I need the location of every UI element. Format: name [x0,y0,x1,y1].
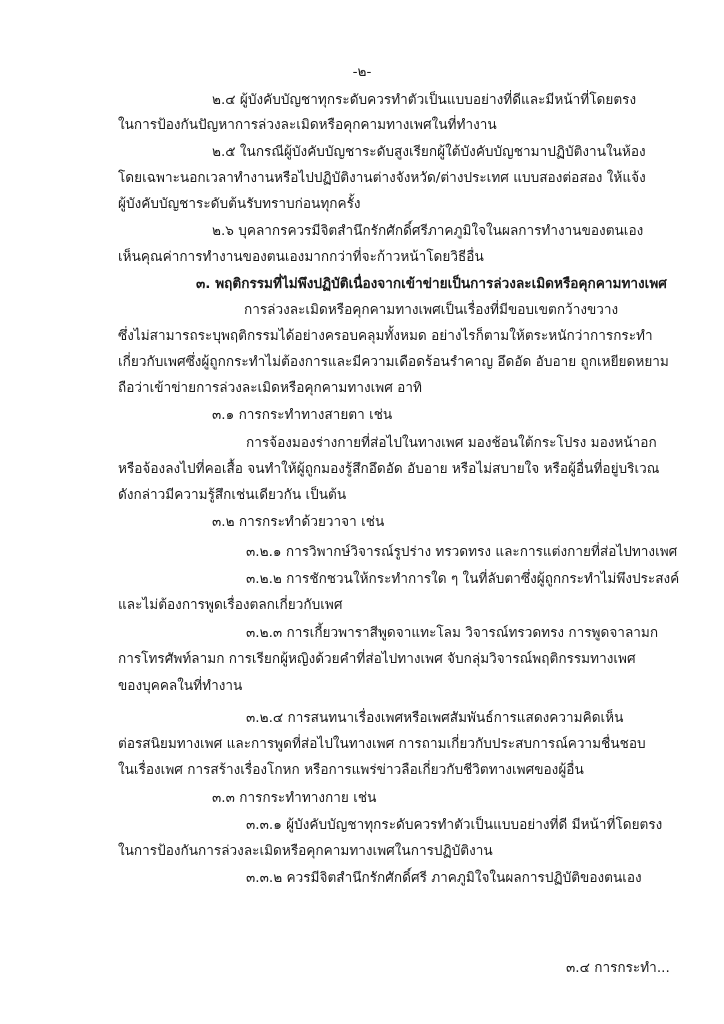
paragraph-line: ในเรื่องเพศ การสร้างเรื่องโกหก หรือการแพร่ข่าวลือเกี่ยวกับชีวิตทางเพศของผู้อื่น [118,762,584,778]
paragraph-line: ในการป้องกันปัญหาการล่วงละเมิดหรือคุกคามทางเพศในที่ทำงาน [118,117,497,133]
paragraph-line: การล่วงละเมิดหรือคุกคามทางเพศเป็นเรื่องที่มีขอบเขตกว้างขวาง [244,302,619,318]
paragraph-line: และไม่ต้องการพูดเรื่องตลกเกี่ยวกับเพศ [118,597,343,613]
continuation-note: ๓.๔ การกระทำ... [566,960,670,976]
paragraph-line: การโทรศัพท์ลามก การเรียกผู้หญิงด้วยคำที่ส่อไปทางเพศ จับกลุ่มวิจารณ์พฤติกรรมทางเพศ [118,651,636,667]
paragraph-line: ผู้บังคับบัญชาระดับต้นรับทราบก่อนทุกครั้ง [118,196,361,212]
paragraph-line: ต่อรสนิยมทางเพศ และการพูดที่ส่อไปในทางเพศ การถามเกี่ยวกับประสบการณ์ความชื่นชอบ [118,736,646,752]
paragraph-line: ดังกล่าวมีความรู้สึกเช่นเดียวกัน เป็นต้น [118,487,347,503]
clause-3-3: ๓.๓ การกระทำทางกาย เช่น [212,790,377,806]
clause-3-2-1: ๓.๒.๑ การวิพากษ์วิจารณ์รูปร่าง ทรวดทรง และการแต่งกายที่ส่อไปทางเพศ [246,544,678,560]
section-3-heading: ๓. พฤติกรรมที่ไม่พึงปฏิบัติเนื่องจากเข้าข่ายเป็นการล่วงละเมิดหรือคุกคามทางเพศ [196,276,667,292]
page-number: -๒- [352,64,372,80]
paragraph-line: ของบุคคลในที่ทำงาน [118,678,243,694]
paragraph-line: การจ้องมองร่างกายที่ส่อไปในทางเพศ มองช้อนใต้กระโปรง มองหน้าอก [246,435,657,451]
paragraph-line: ซึ่งไม่สามารถระบุพฤติกรรมได้อย่างครอบคลุมทั้งหมด อย่างไรก็ตามให้ตระหนักว่าการกระทำ [118,328,653,344]
clause-3-2-4: ๓.๒.๔ การสนทนาเรื่องเพศหรือเพศสัมพันธ์การแสดงความคิดเห็น [246,710,624,726]
clause-3-2: ๓.๒ การกระทำด้วยวาจา เช่น [212,514,385,530]
clause-2-4: ๒.๔ ผู้บังคับบัญชาทุกระดับควรทำตัวเป็นแบบอย่างที่ดีและมีหน้าที่โดยตรง [212,92,637,108]
clause-3-3-1: ๓.๓.๑ ผู้บังคับบัญชาทุกระดับควรทำตัวเป็นแบบอย่างที่ดี มีหน้าที่โดยตรง [246,817,663,833]
clause-2-6: ๒.๖ บุคลากรควรมีจิตสำนึกรักศักดิ์ศรีภาคภูมิใจในผลการทำงานของตนเอง [212,223,644,239]
clause-3-2-2: ๓.๒.๒ การชักชวนให้กระทำการใด ๆ ในที่ลับตาซึ่งผู้ถูกกระทำไม่พึงประสงค์ [246,571,680,587]
paragraph-line: หรือจ้องลงไปที่คอเสื้อ จนทำให้ผู้ถูกมองรู้สึกอึดอัด อับอาย หรือไม่สบายใจ หรือผู้อื่นที่อยู่บริเวณ [118,461,660,477]
paragraph-line: ถือว่าเข้าข่ายการล่วงละเมิดหรือคุกคามทางเพศ อาทิ [118,380,422,396]
clause-3-3-2: ๓.๓.๒ ควรมีจิตสำนึกรักศักดิ์ศรี ภาคภูมิใจในผลการปฏิบัติของตนเอง [246,870,642,886]
clause-3-2-3: ๓.๒.๓ การเกี้ยวพาราสีพูดจาแทะโลม วิจารณ์ทรวดทรง การพูดจาลามก [246,625,659,641]
paragraph-line: เห็นคุณค่าการทำงานของตนเองมากกว่าที่จะก้าวหน้าโดยวิธีอื่น [118,249,484,265]
paragraph-line: เกี่ยวกับเพศซึ่งผู้ถูกกระทำไม่ต้องการและมีความเดือดร้อนรำคาญ อึดอัด อับอาย ถูกเหยียดหยาม [118,354,669,370]
clause-3-1: ๓.๑ การกระทำทางสายตา เช่น [212,407,393,423]
paragraph-line: โดยเฉพาะนอกเวลาทำงานหรือไปปฏิบัติงานต่างจังหวัด/ต่างประเทศ แบบสองต่อสอง ให้แจ้ง [118,170,646,186]
clause-2-5: ๒.๕ ในกรณีผู้บังคับบัญชาระดับสูงเรียกผู้ใต้บังคับบัญชามาปฏิบัติงานในห้อง [212,144,646,160]
paragraph-line: ในการป้องกันการล่วงละเมิดหรือคุกคามทางเพศในการปฏิบัติงาน [118,843,493,859]
